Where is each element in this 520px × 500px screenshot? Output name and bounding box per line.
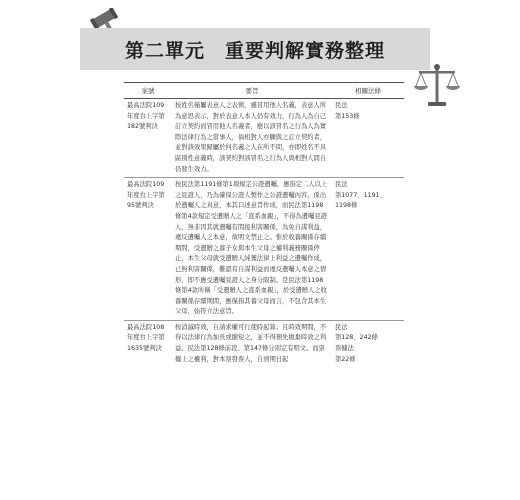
page-title: 第二單元 重要判解實務整理 [124,39,385,62]
table-row [124,178,404,321]
related-law: 民法 第1077、1191、1198條 [332,178,404,321]
table-header-row [124,83,404,99]
column-header-law: 相關法條 [332,83,404,99]
column-header-case: 案號 [124,83,172,99]
case-number: 最高法院109年度台上字第182號判決 [124,99,172,178]
case-summary: 按姓名僅屬表意人之表徵，雖冒用他人名義，表意人所為意思表示，對於表意人本人仍有效力，行為人為自己訂立契約而冒用他人名義者，應以該冒名之行為人為實際法律行為之當事人，倘相對人亦願與之訂立契約者，並對該效果歸屬於何名義之人在所不問，亦即姓名不具區別性意義時，該契約對該冒名之行為人與相對人間自仍發生效力。 [172,99,332,178]
case-summary: 按消滅時效，自請求權可行使時起算；且時效期間，不得以法律行為加長或縮短之，並不得預先拋棄時效之利益。民法第128條前段、第147條分別定有明文。而票據上之權利，對本票發票人，自到期日起 [175,323,327,363]
column-header-summary: 要旨 [172,83,332,99]
case-summary: 按民法第1191條第1項規定公證遺囑，應指定二人以上之見證人，乃為確保公證人製作之公證遺囑內容，係出於遺囑人之真意，本其口述意旨作成，而民法第1198條第4款規定受遺贈人之「直系血親」，不得為遺囑見證人，無非因其就遺囑有間接利害關係，為免自謀利益，違反遺囑人之本意，故明文禁止之。惟於收養關係存續期間，受遺贈之養子女與本生父母之權利義務關係停止，本生父母就受遺贈人純獲法律上利益之遺囑作成，已無利害關係，難認有自謀利益而違反遺囑人本意之情形，即不應受遺囑見證人之身分限制。是民法第1198條第4款所稱「受遺贈人之直系血親」，於受遺贈人之收養關係存續期間，應僅指其養父母而言，不包含其本生父母，始符立法意旨。 [172,178,332,321]
related-law: 民法 第153條 [332,99,404,178]
scales-icon [413,62,461,108]
unit-title-banner [80,28,430,70]
related-law: 民法 第128、242條 票據法 第22條 [335,323,378,363]
case-number: 最高法院108年度台上字第1635號判決 [127,323,165,353]
case-table [124,82,404,367]
table-row [124,320,404,367]
case-number: 最高法院109年度台上字第95號判決 [124,178,172,321]
table-row [124,99,404,178]
